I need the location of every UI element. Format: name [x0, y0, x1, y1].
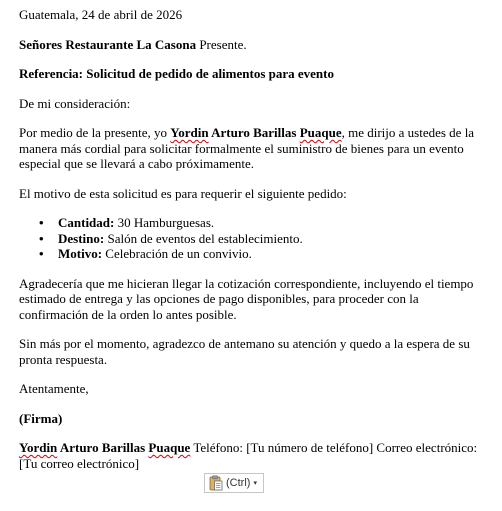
item-value: Salón de eventos del establecimiento. [104, 230, 303, 246]
date-line: Guatemala, 24 de abril de 2026 [19, 7, 183, 22]
clipboard-icon [209, 475, 223, 491]
motive-paragraph: El motivo de esta solicitud es para requerir el siguiente pedido: [19, 185, 347, 201]
bullet-icon: • [39, 246, 44, 261]
paste-options-label: (Ctrl) [226, 477, 251, 489]
letter-document[interactable] [19, 7, 485, 471]
contact-info: Teléfono: [Tu número de teléfono] Correo electrónico: [Tu correo electrónico] [19, 440, 478, 471]
item-value: 30 Hamburguesas. [114, 215, 215, 230]
paste-options-button[interactable] [204, 473, 264, 493]
bullet-icon: • [39, 215, 44, 230]
list-item [19, 246, 485, 262]
item-label: Motivo: [58, 246, 103, 261]
intro-name-middle: Arturo Barillas [208, 125, 300, 140]
item-value: Celebración de un convivio. [102, 246, 252, 261]
intro-name-last: Puaque [299, 125, 342, 140]
sign-off: Atentamente, [19, 381, 89, 396]
chevron-down-icon[interactable]: ▾ [253, 480, 257, 487]
sig-name-last: Puaque [148, 440, 191, 455]
item-label: Cantidad: [58, 215, 115, 230]
bullet-icon: • [39, 230, 44, 246]
recipient-rest: Presente. [196, 36, 247, 52]
intro-before: Por medio de la presente, yo [19, 125, 171, 140]
intro-paragraph [19, 125, 485, 172]
thanks-paragraph: Agradecería que me hicieran llegar la cotización correspondiente, incluyendo el tiempo estimado de entrega y las opciones de pago disponibles, para proceder con la confirmación de la orden lo antes posible. [19, 275, 474, 322]
sig-name-middle: Arturo Barillas [57, 440, 149, 455]
signature-placeholder: (Firma) [19, 410, 63, 426]
intro-name-first: Yordin [170, 125, 209, 140]
item-label: Destino: [58, 230, 105, 246]
reference-line: Referencia: Solicitud de pedido de alimentos para evento [19, 66, 334, 81]
recipient-line [19, 37, 485, 53]
closing-paragraph: Sin más por el momento, agradezco de antemano su atención y quedo a la espera de su pronta respuesta. [19, 336, 470, 367]
signature-block [19, 440, 485, 471]
sig-name-first: Yordin [19, 440, 58, 455]
intro-after: , me dirijo a ustedes de la manera más cordial para solicitar formalmente el suministro de bienes para un evento especial que se llevará a cabo próximamente. [19, 125, 475, 171]
greeting: De mi consideración: [19, 95, 131, 111]
list-item [19, 215, 485, 231]
list-item [19, 231, 485, 247]
order-list [19, 215, 485, 262]
recipient-name: Señores Restaurante La Casona [19, 36, 197, 52]
